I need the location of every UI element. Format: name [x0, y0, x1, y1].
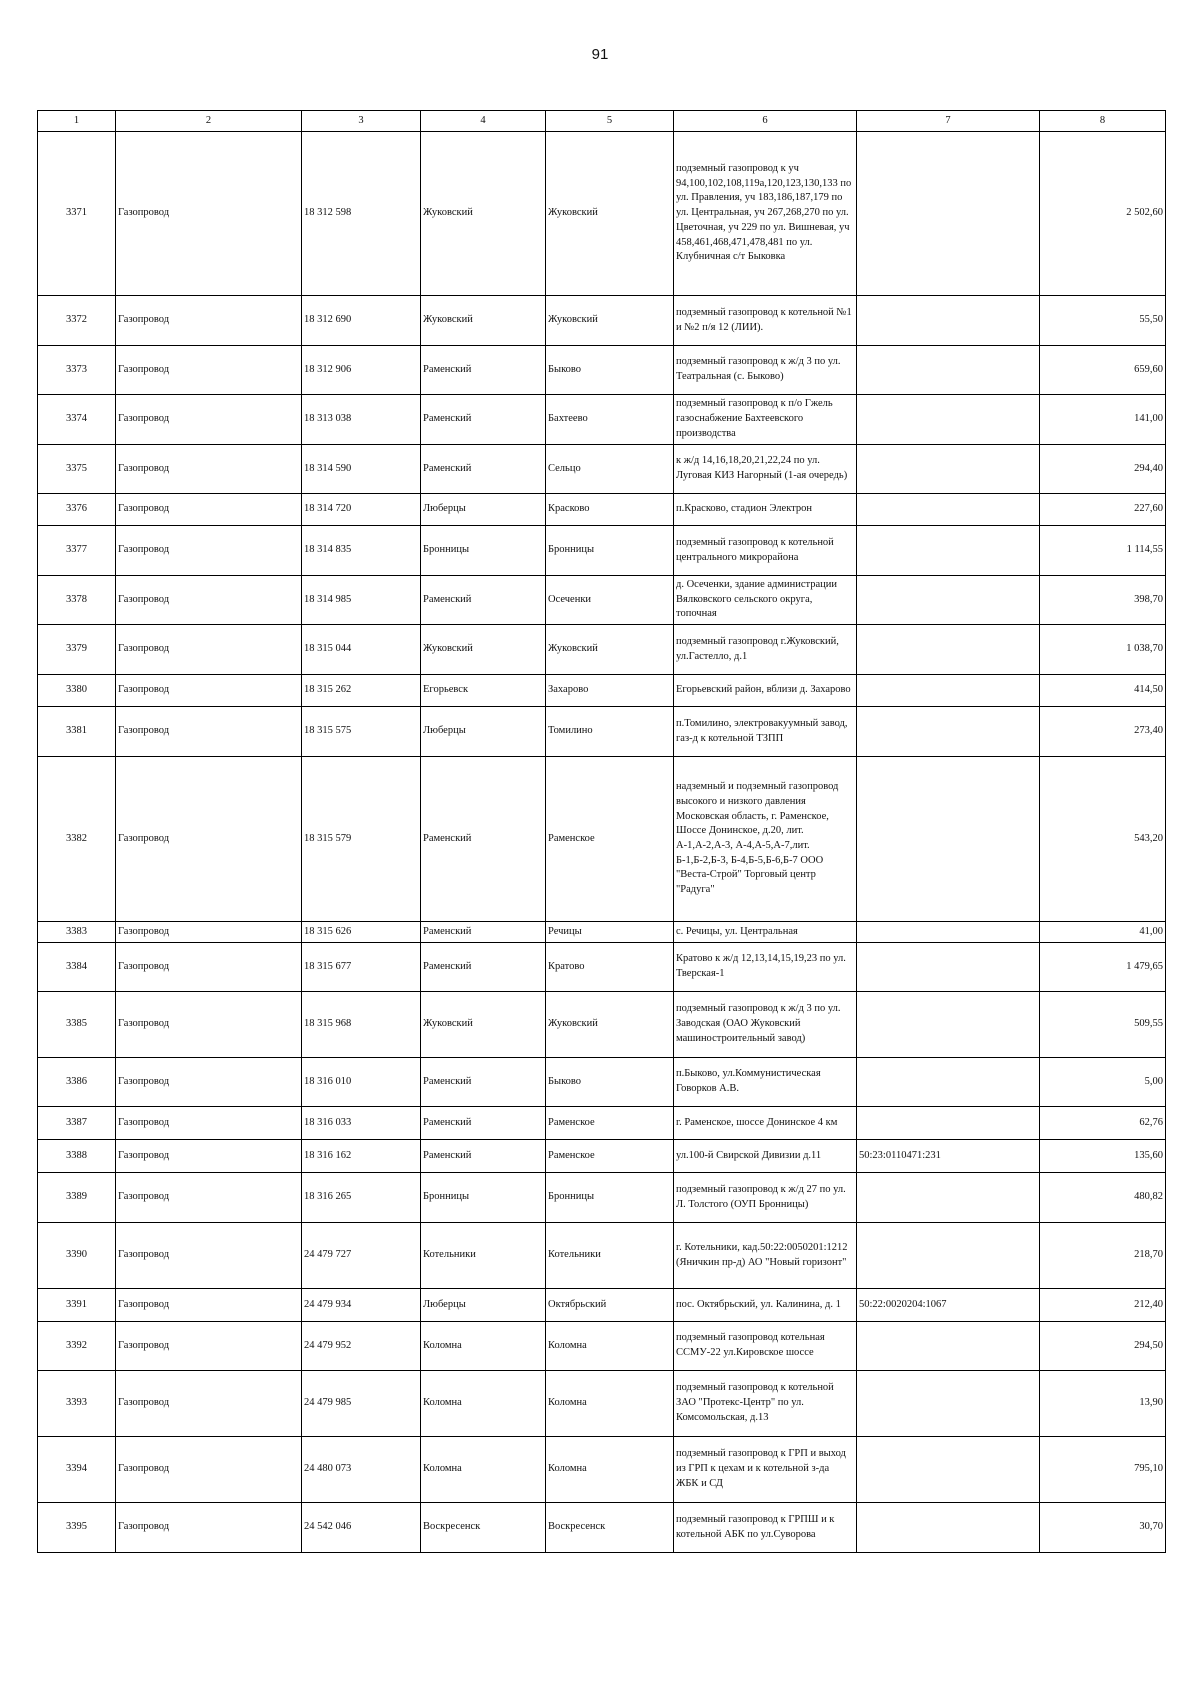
inventory-code: 18 312 906 [302, 346, 421, 395]
length-value: 294,50 [1040, 1322, 1166, 1371]
table-row [38, 494, 1166, 526]
cadastral-number [857, 526, 1040, 576]
length-value: 273,40 [1040, 707, 1166, 757]
table-row [38, 346, 1166, 395]
row-number: 3387 [38, 1107, 116, 1140]
row-number: 3384 [38, 943, 116, 992]
inventory-code: 24 542 046 [302, 1503, 421, 1553]
row-number: 3385 [38, 992, 116, 1058]
district: Жуковский [421, 992, 546, 1058]
length-value: 1 479,65 [1040, 943, 1166, 992]
length-value: 398,70 [1040, 576, 1166, 625]
district: Раменский [421, 445, 546, 494]
length-value: 1 038,70 [1040, 625, 1166, 675]
district: Люберцы [421, 1289, 546, 1322]
district: Раменский [421, 1058, 546, 1107]
district: Раменский [421, 757, 546, 922]
district: Раменский [421, 943, 546, 992]
inventory-code: 24 479 985 [302, 1371, 421, 1437]
column-header: 3 [302, 111, 421, 132]
object-type: Газопровод [116, 526, 302, 576]
cadastral-number [857, 576, 1040, 625]
table-row [38, 675, 1166, 707]
description: ул.100-й Свирской Дивизии д.11 [674, 1140, 857, 1173]
locality: Раменское [546, 757, 674, 922]
inventory-code: 18 315 575 [302, 707, 421, 757]
locality: Сельцо [546, 445, 674, 494]
row-number: 3381 [38, 707, 116, 757]
length-value: 62,76 [1040, 1107, 1166, 1140]
column-header: 1 [38, 111, 116, 132]
cadastral-number [857, 1437, 1040, 1503]
locality: Бронницы [546, 1173, 674, 1223]
inventory-code: 18 315 044 [302, 625, 421, 675]
object-type: Газопровод [116, 1107, 302, 1140]
inventory-code: 18 312 690 [302, 296, 421, 346]
description: д. Осеченки, здание администрации Вялковского сельского округа, топочная [674, 576, 857, 625]
table-row [38, 576, 1166, 625]
description: подземный газопровод к п/о Гжель газоснабжение Бахтеевского производства [674, 395, 857, 445]
cadastral-number [857, 675, 1040, 707]
column-header: 5 [546, 111, 674, 132]
column-header: 2 [116, 111, 302, 132]
object-type: Газопровод [116, 1140, 302, 1173]
table-row [38, 296, 1166, 346]
length-value: 480,82 [1040, 1173, 1166, 1223]
length-value: 543,20 [1040, 757, 1166, 922]
object-type: Газопровод [116, 296, 302, 346]
table-row [38, 707, 1166, 757]
inventory-code: 24 479 952 [302, 1322, 421, 1371]
length-value: 414,50 [1040, 675, 1166, 707]
cadastral-number [857, 922, 1040, 943]
table-row [38, 1173, 1166, 1223]
cadastral-number [857, 494, 1040, 526]
object-type: Газопровод [116, 132, 302, 296]
cadastral-number [857, 707, 1040, 757]
cadastral-number [857, 132, 1040, 296]
district: Раменский [421, 576, 546, 625]
district: Коломна [421, 1437, 546, 1503]
cadastral-number [857, 1322, 1040, 1371]
inventory-code: 18 316 033 [302, 1107, 421, 1140]
inventory-code: 18 315 968 [302, 992, 421, 1058]
registry-table [37, 110, 1166, 1553]
length-value: 55,50 [1040, 296, 1166, 346]
locality: Котельники [546, 1223, 674, 1289]
cadastral-number [857, 346, 1040, 395]
inventory-code: 18 315 626 [302, 922, 421, 943]
inventory-code: 24 479 727 [302, 1223, 421, 1289]
inventory-code: 24 480 073 [302, 1437, 421, 1503]
description: Кратово к ж/д 12,13,14,15,19,23 по ул. Тверская-1 [674, 943, 857, 992]
row-number: 3372 [38, 296, 116, 346]
cadastral-number: 50:23:0110471:231 [857, 1140, 1040, 1173]
cadastral-number [857, 445, 1040, 494]
object-type: Газопровод [116, 992, 302, 1058]
locality: Коломна [546, 1322, 674, 1371]
locality: Раменское [546, 1107, 674, 1140]
row-number: 3393 [38, 1371, 116, 1437]
description: подземный газопровод к ГРП и выход из ГРП к цехам и к котельной з-да ЖБК и СД [674, 1437, 857, 1503]
row-number: 3377 [38, 526, 116, 576]
description: п.Красково, стадион Электрон [674, 494, 857, 526]
locality: Бронницы [546, 526, 674, 576]
length-value: 218,70 [1040, 1223, 1166, 1289]
row-number: 3378 [38, 576, 116, 625]
district: Жуковский [421, 132, 546, 296]
inventory-code: 18 312 598 [302, 132, 421, 296]
length-value: 30,70 [1040, 1503, 1166, 1553]
district: Раменский [421, 922, 546, 943]
description: подземный газопровод к ГРПШ и к котельной АБК по ул.Суворова [674, 1503, 857, 1553]
description: подземный газопровод к ж/д 3 по ул. Заводская (ОАО Жуковский машиностроительный завод) [674, 992, 857, 1058]
length-value: 141,00 [1040, 395, 1166, 445]
locality: Жуковский [546, 296, 674, 346]
table-body [38, 132, 1166, 1553]
cadastral-number [857, 1107, 1040, 1140]
length-value: 227,60 [1040, 494, 1166, 526]
locality: Захарово [546, 675, 674, 707]
description: надземный и подземный газопровод высокого и низкого давления Московская область, г. Раменское, Шоссе Донинское, д.20, лит. А-1,А-2,А-3, А-4,А-5,А-7,лит. Б-1,Б-2,Б-3, Б-4,Б-5,Б-6,Б-7 ООО "Веста-Строй" Торговый центр "Радуга" [674, 757, 857, 922]
object-type: Газопровод [116, 1371, 302, 1437]
locality: Бахтеево [546, 395, 674, 445]
locality: Быково [546, 346, 674, 395]
district: Бронницы [421, 1173, 546, 1223]
length-value: 1 114,55 [1040, 526, 1166, 576]
header-row [38, 111, 1166, 132]
object-type: Газопровод [116, 757, 302, 922]
description: Егорьевский район, вблизи д. Захарово [674, 675, 857, 707]
inventory-code: 18 316 162 [302, 1140, 421, 1173]
locality: Осеченки [546, 576, 674, 625]
object-type: Газопровод [116, 1322, 302, 1371]
length-value: 294,40 [1040, 445, 1166, 494]
description: п.Томилино, электровакуумный завод, газ-д к котельной ТЗПП [674, 707, 857, 757]
length-value: 5,00 [1040, 1058, 1166, 1107]
table-row [38, 1371, 1166, 1437]
object-type: Газопровод [116, 1503, 302, 1553]
inventory-code: 18 316 010 [302, 1058, 421, 1107]
description: подземный газопровод к ж/д 27 по ул. Л. Толстого (ОУП Бронницы) [674, 1173, 857, 1223]
description: подземный газопровод к уч 94,100,102,108,119а,120,123,130,133 по ул. Правления, уч 183,186,187,179 по ул. Центральная, уч 267,268,270 по ул. Цветочная, уч 229 по ул. Вишневая, уч 458,461,468,471,478,481 по ул. Клубничная с/т Быковка [674, 132, 857, 296]
column-header: 6 [674, 111, 857, 132]
inventory-code: 18 315 579 [302, 757, 421, 922]
object-type: Газопровод [116, 943, 302, 992]
description: подземный газопровод к ж/д 3 по ул. Театральная (с. Быково) [674, 346, 857, 395]
locality: Воскресенск [546, 1503, 674, 1553]
column-header: 8 [1040, 111, 1166, 132]
table-row [38, 1289, 1166, 1322]
inventory-code: 18 315 262 [302, 675, 421, 707]
cadastral-number [857, 943, 1040, 992]
row-number: 3389 [38, 1173, 116, 1223]
inventory-code: 18 314 720 [302, 494, 421, 526]
object-type: Газопровод [116, 445, 302, 494]
cadastral-number [857, 1223, 1040, 1289]
district: Раменский [421, 346, 546, 395]
table-row [38, 1107, 1166, 1140]
table-row [38, 1437, 1166, 1503]
row-number: 3382 [38, 757, 116, 922]
table-row [38, 445, 1166, 494]
cadastral-number [857, 395, 1040, 445]
description: подземный газопровод к котельной центрального микрорайона [674, 526, 857, 576]
locality: Речицы [546, 922, 674, 943]
district: Жуковский [421, 625, 546, 675]
row-number: 3392 [38, 1322, 116, 1371]
cadastral-number: 50:22:0020204:1067 [857, 1289, 1040, 1322]
row-number: 3390 [38, 1223, 116, 1289]
description: п.Быково, ул.Коммунистическая Говорков А.В. [674, 1058, 857, 1107]
cadastral-number [857, 1371, 1040, 1437]
row-number: 3373 [38, 346, 116, 395]
row-number: 3395 [38, 1503, 116, 1553]
district: Егорьевск [421, 675, 546, 707]
inventory-code: 18 313 038 [302, 395, 421, 445]
object-type: Газопровод [116, 1223, 302, 1289]
length-value: 2 502,60 [1040, 132, 1166, 296]
table-row [38, 1503, 1166, 1553]
description: подземный газопровод г.Жуковский, ул.Гастелло, д.1 [674, 625, 857, 675]
cadastral-number [857, 1173, 1040, 1223]
object-type: Газопровод [116, 1058, 302, 1107]
table-row [38, 922, 1166, 943]
object-type: Газопровод [116, 922, 302, 943]
district: Коломна [421, 1371, 546, 1437]
locality: Раменское [546, 1140, 674, 1173]
inventory-code: 18 316 265 [302, 1173, 421, 1223]
table-row [38, 395, 1166, 445]
object-type: Газопровод [116, 494, 302, 526]
table-row [38, 1140, 1166, 1173]
description: г. Раменское, шоссе Донинское 4 км [674, 1107, 857, 1140]
locality: Жуковский [546, 992, 674, 1058]
district: Люберцы [421, 707, 546, 757]
locality: Быково [546, 1058, 674, 1107]
inventory-code: 18 314 985 [302, 576, 421, 625]
row-number: 3376 [38, 494, 116, 526]
row-number: 3375 [38, 445, 116, 494]
inventory-code: 18 314 590 [302, 445, 421, 494]
length-value: 795,10 [1040, 1437, 1166, 1503]
description: подземный газопровод к котельной ЗАО "Протекс-Центр" по ул. Комсомольская, д.13 [674, 1371, 857, 1437]
district: Раменский [421, 395, 546, 445]
object-type: Газопровод [116, 1289, 302, 1322]
object-type: Газопровод [116, 675, 302, 707]
object-type: Газопровод [116, 1437, 302, 1503]
description: к ж/д 14,16,18,20,21,22,24 по ул. Луговая КИЗ Нагорный (1-ая очередь) [674, 445, 857, 494]
object-type: Газопровод [116, 576, 302, 625]
row-number: 3391 [38, 1289, 116, 1322]
column-header: 4 [421, 111, 546, 132]
length-value: 509,55 [1040, 992, 1166, 1058]
table-row [38, 526, 1166, 576]
table-row [38, 625, 1166, 675]
locality: Октябрьский [546, 1289, 674, 1322]
object-type: Газопровод [116, 346, 302, 395]
length-value: 135,60 [1040, 1140, 1166, 1173]
district: Раменский [421, 1107, 546, 1140]
object-type: Газопровод [116, 395, 302, 445]
cadastral-number [857, 1503, 1040, 1553]
locality: Кратово [546, 943, 674, 992]
district: Люберцы [421, 494, 546, 526]
table-row [38, 132, 1166, 296]
locality: Коломна [546, 1437, 674, 1503]
district: Котельники [421, 1223, 546, 1289]
row-number: 3388 [38, 1140, 116, 1173]
district: Бронницы [421, 526, 546, 576]
district: Коломна [421, 1322, 546, 1371]
row-number: 3383 [38, 922, 116, 943]
locality: Коломна [546, 1371, 674, 1437]
cadastral-number [857, 296, 1040, 346]
table-row [38, 1322, 1166, 1371]
locality: Жуковский [546, 132, 674, 296]
row-number: 3386 [38, 1058, 116, 1107]
description: г. Котельники, кад.50:22:0050201:1212 (Яничкин пр-д) АО "Новый горизонт" [674, 1223, 857, 1289]
page-number: 91 [591, 46, 609, 63]
inventory-code: 24 479 934 [302, 1289, 421, 1322]
length-value: 212,40 [1040, 1289, 1166, 1322]
cadastral-number [857, 757, 1040, 922]
locality: Томилино [546, 707, 674, 757]
table-row [38, 1058, 1166, 1107]
district: Воскресенск [421, 1503, 546, 1553]
description: с. Речицы, ул. Центральная [674, 922, 857, 943]
table-row [38, 757, 1166, 922]
inventory-code: 18 314 835 [302, 526, 421, 576]
row-number: 3394 [38, 1437, 116, 1503]
cadastral-number [857, 992, 1040, 1058]
length-value: 41,00 [1040, 922, 1166, 943]
table-row [38, 992, 1166, 1058]
object-type: Газопровод [116, 707, 302, 757]
object-type: Газопровод [116, 1173, 302, 1223]
locality: Жуковский [546, 625, 674, 675]
length-value: 13,90 [1040, 1371, 1166, 1437]
district: Раменский [421, 1140, 546, 1173]
row-number: 3371 [38, 132, 116, 296]
cadastral-number [857, 1058, 1040, 1107]
description: подземный газопровод котельная ССМУ-22 ул.Кировское шоссе [674, 1322, 857, 1371]
description: пос. Октябрьский, ул. Калинина, д. 1 [674, 1289, 857, 1322]
length-value: 659,60 [1040, 346, 1166, 395]
district: Жуковский [421, 296, 546, 346]
row-number: 3379 [38, 625, 116, 675]
row-number: 3380 [38, 675, 116, 707]
table-row [38, 943, 1166, 992]
inventory-code: 18 315 677 [302, 943, 421, 992]
column-header: 7 [857, 111, 1040, 132]
table-row [38, 1223, 1166, 1289]
row-number: 3374 [38, 395, 116, 445]
cadastral-number [857, 625, 1040, 675]
description: подземный газопровод к котельной №1 и №2 п/я 12 (ЛИИ). [674, 296, 857, 346]
object-type: Газопровод [116, 625, 302, 675]
locality: Красково [546, 494, 674, 526]
